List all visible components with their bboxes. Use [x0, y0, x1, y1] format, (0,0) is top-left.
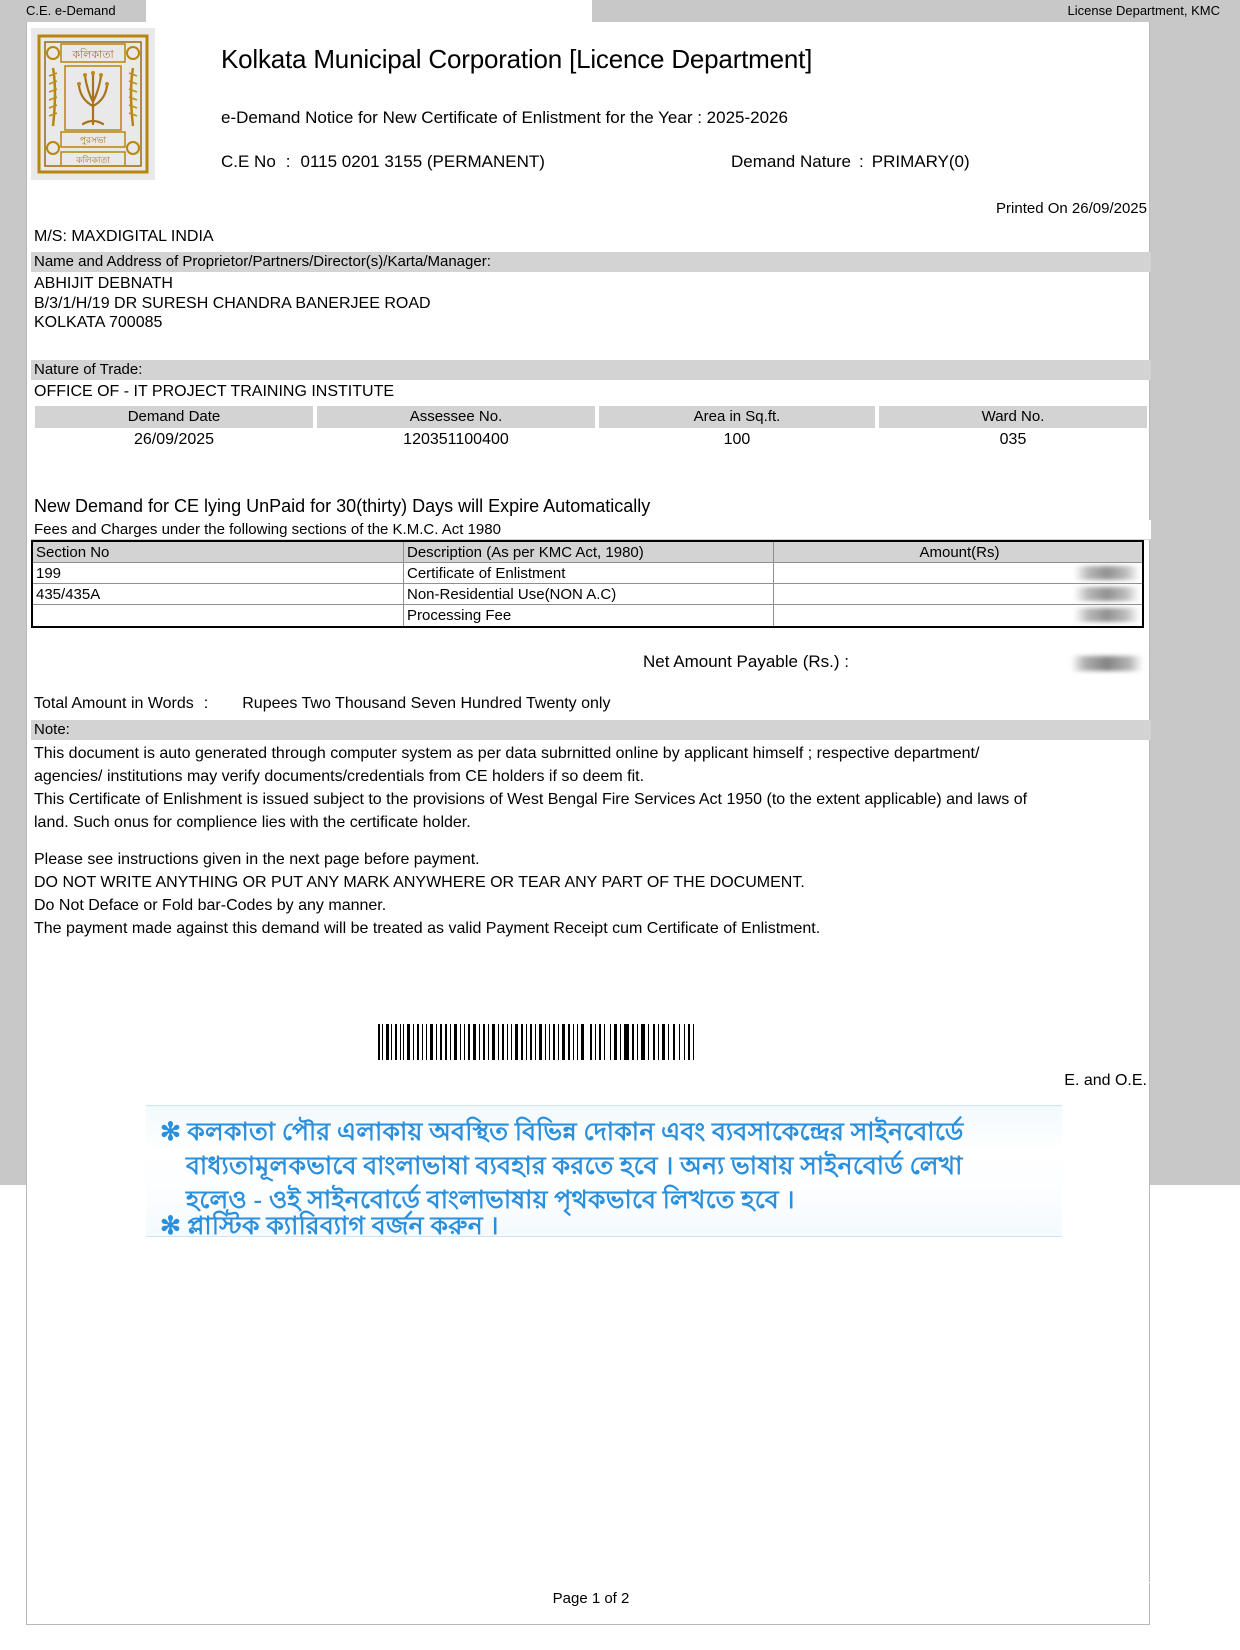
- kmc-emblem-logo: [31, 28, 155, 180]
- demand-nature-label: Demand Nature: [731, 152, 852, 171]
- fees-header-section-no: Section No: [33, 542, 403, 563]
- proprietor-band-label: Name and Address of Proprietor/Partners/Director(s)/Karta/Manager:: [31, 252, 1151, 272]
- net-amount-payable-label: Net Amount Payable (Rs.) :: [643, 652, 849, 671]
- demand-barcode: [376, 1024, 696, 1062]
- demand-nature-row: Demand Nature : PRIMARY(0): [731, 152, 970, 171]
- detail-table-header-row: [35, 406, 1147, 428]
- detail-value-demand-date: 26/09/2025: [133, 431, 215, 448]
- net-amount-redaction-overlay: [1071, 656, 1143, 671]
- table-row: [33, 584, 1142, 605]
- note-band-label: Note:: [31, 720, 1151, 740]
- print-header-gap: [146, 0, 592, 22]
- detail-header-demand-date: Demand Date: [35, 406, 313, 428]
- star-bullet-icon: ✻: [160, 1119, 182, 1146]
- fees-table: [31, 540, 1144, 628]
- fees-header-description: Description (As per KMC Act, 1980): [403, 542, 773, 563]
- amount-in-words-value: Rupees Two Thousand Seven Hundred Twenty only: [242, 695, 611, 712]
- svg-text:কলিকাতা: কলিকাতা: [76, 155, 110, 165]
- detail-header-area: Area in Sq.ft.: [599, 406, 875, 428]
- bengali-notice-line-1-text: কলকাতা পৌর এলাকায় অবস্থিত বিভিন্ন দোকান এবং ব্যবসাকেন্দ্রের সাইনবোর্ডে: [187, 1119, 964, 1146]
- fees-table-header-row: [33, 542, 1142, 563]
- print-header-right-label: License Department, KMC: [1067, 3, 1220, 18]
- detail-header-assessee-no: Assessee No.: [317, 406, 595, 428]
- bengali-notice-line-2: বাধ্যতামূলকভাবে বাংলাভাষা ব্যবহার করতে হবে । অন্য ভাষায় সাইনবোর্ড লেখা: [186, 1153, 963, 1180]
- kmc-emblem-icon: [31, 28, 155, 180]
- detail-value-area: 100: [723, 431, 751, 448]
- star-bullet-icon: ✻: [160, 1213, 182, 1237]
- detail-header-ward-no: Ward No.: [879, 406, 1147, 428]
- fees-row-description: Processing Fee: [403, 605, 773, 626]
- footer-divider: [31, 1582, 1151, 1583]
- note-para3-line1: Please see instructions given in the next page before payment.: [34, 851, 480, 868]
- fees-row-amount: [773, 584, 1142, 605]
- table-row: [33, 605, 1142, 626]
- redaction-overlay: [1074, 566, 1140, 580]
- fees-row-section-no: 199: [33, 563, 403, 584]
- bengali-signage-notice: [146, 1105, 1062, 1237]
- amount-in-words-row: Total Amount in Words : Rupees Two Thousand Seven Hundred Twenty only: [34, 695, 611, 712]
- printed-on-text: Printed On 26/09/2025: [996, 200, 1147, 217]
- fees-section-heading: Fees and Charges under the following sections of the K.M.C. Act 1980: [31, 520, 1151, 540]
- proprietor-name: ABHIJIT DEBNATH: [34, 275, 173, 292]
- barcode-icon: [376, 1024, 696, 1062]
- bengali-notice-line-4-text: প্লাস্টিক ক্যারিব্যাগ বর্জন করুন ।: [187, 1213, 499, 1237]
- expiry-warning-text: New Demand for CE lying UnPaid for 30(thirty) Days will Expire Automatically: [34, 496, 651, 516]
- fees-row-section-no: [33, 605, 403, 626]
- redaction-overlay: [1074, 608, 1140, 622]
- note-para1-line2: agencies/ institutions may verify documents/credentials from CE holders if so deem fit.: [34, 768, 645, 785]
- demand-nature-value: PRIMARY(0): [871, 152, 970, 171]
- detail-table-value-row: [35, 428, 1147, 452]
- fees-row-description: Certificate of Enlistment: [403, 563, 773, 584]
- document-page: [26, 22, 1150, 1625]
- notice-subtitle: e-Demand Notice for New Certificate of Enlistment for the Year : 2025-2026: [221, 108, 788, 127]
- note-para2-line1: This Certificate of Enlishment is issued subject to the provisions of West Bengal Fire Services Act 1950 (to the extent applicable) and laws of: [34, 791, 1028, 808]
- nature-of-trade-band-label: Nature of Trade:: [31, 360, 1151, 380]
- fees-header-amount: Amount(Rs): [773, 542, 1142, 563]
- note-para3-line2: DO NOT WRITE ANYTHING OR PUT ANY MARK ANYWHERE OR TEAR ANY PART OF THE DOCUMENT.: [34, 874, 805, 891]
- nature-of-trade-value: OFFICE OF - IT PROJECT TRAINING INSTITUTE: [34, 383, 395, 400]
- note-para1-line1: This document is auto generated through computer system as per data subrnitted online by applicant himself ; respective department/: [34, 745, 980, 762]
- fees-row-amount: [773, 605, 1142, 626]
- page-right-margin: [1150, 22, 1240, 1185]
- fees-row-section-no: 435/435A: [33, 584, 403, 605]
- svg-text:পুরসভা: পুরসভা: [79, 135, 107, 145]
- svg-text:কলিকাতা: কলিকাতা: [72, 49, 114, 61]
- firm-name: M/S: MAXDIGITAL INDIA: [34, 228, 214, 245]
- page-left-margin: [0, 22, 26, 1185]
- proprietor-address-line1: B/3/1/H/19 DR SURESH CHANDRA BANERJEE ROAD: [34, 295, 431, 312]
- print-header-left-label: C.E. e-Demand: [26, 3, 116, 18]
- detail-value-assessee-no: 120351100400: [403, 431, 509, 448]
- fees-row-description: Non-Residential Use(NON A.C): [403, 584, 773, 605]
- table-row: [33, 563, 1142, 584]
- ce-number-value: 0115 0201 3155 (PERMANENT): [300, 152, 545, 171]
- detail-value-ward-no: 035: [999, 431, 1027, 448]
- note-para2-line2: land. Such onus for complience lies with the certificate holder.: [34, 814, 471, 831]
- organization-title: Kolkata Municipal Corporation [Licence Department]: [221, 44, 813, 74]
- note-text-block: [34, 742, 1148, 940]
- note-para3-line4: The payment made against this demand will be treated as valid Payment Receipt cum Certificate of Enlistment.: [34, 920, 821, 937]
- bengali-notice-line-4: [160, 1206, 499, 1237]
- redaction-overlay: [1074, 587, 1140, 601]
- ce-number-row: C.E No : 0115 0201 3155 (PERMANENT): [221, 152, 545, 171]
- ce-number-label: C.E No: [221, 152, 276, 171]
- page-number-footer: Page 1 of 2: [552, 1590, 630, 1607]
- fees-row-amount: [773, 563, 1142, 584]
- proprietor-address-line2: KOLKATA 700085: [34, 314, 163, 331]
- note-para3-line3: Do Not Deface or Fold bar-Codes by any manner.: [34, 897, 387, 914]
- print-chrome-header: [0, 0, 1240, 22]
- errors-and-omissions-text: E. and O.E.: [1064, 1072, 1147, 1089]
- amount-in-words-label: Total Amount in Words: [34, 695, 194, 712]
- note-spacer: [34, 834, 1148, 848]
- bengali-notice-line-3: হলেও - ওই সাইনবোর্ডে বাংলাভাষায় পৃথকভাবে লিখতে হবে ।: [186, 1187, 795, 1214]
